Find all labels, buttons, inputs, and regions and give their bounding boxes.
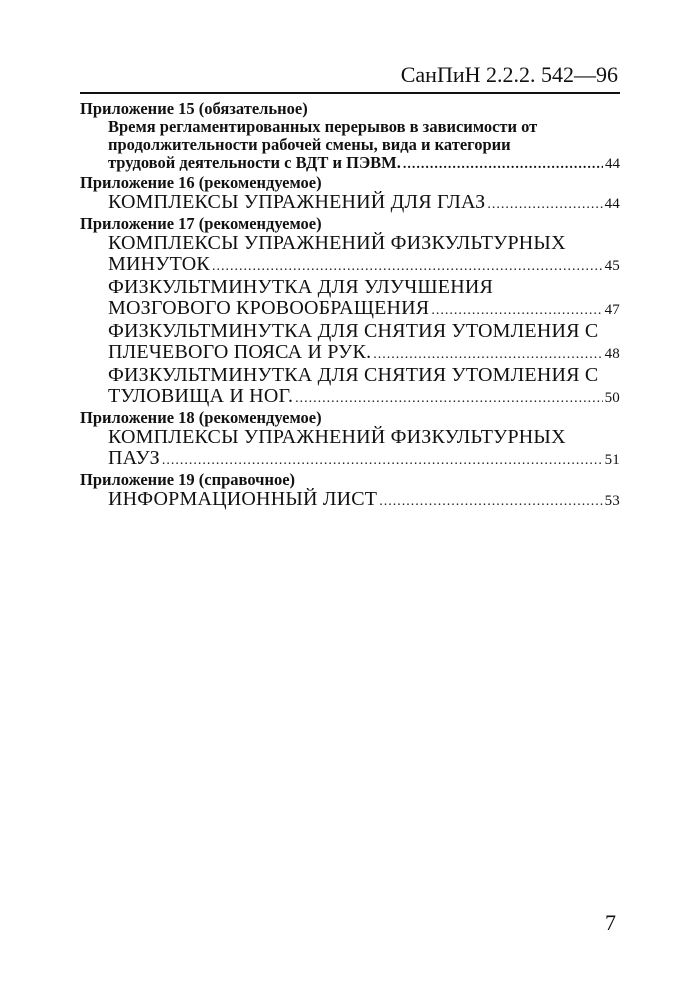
page-header [80, 60, 620, 94]
toc-entry-physical-pauses [108, 427, 620, 471]
toc-entry-information-sheet [108, 489, 620, 512]
toc-entry-physical-minutes [108, 233, 620, 277]
toc-entry-shoulders-arms [108, 321, 620, 365]
toc-entry-page: 47 [604, 302, 620, 318]
dot-leader [379, 491, 602, 512]
toc-entry-text: ИНФОРМАЦИОННЫЙ ЛИСТ [108, 488, 378, 510]
table-of-contents [80, 100, 620, 512]
appendix-18-title: Приложение 18 (рекомендуемое) [80, 408, 322, 427]
dot-leader [487, 194, 602, 215]
toc-entry-text: КОМПЛЕКСЫ УПРАЖНЕНИЙ ФИЗКУЛЬТУРНЫХ [108, 232, 566, 254]
appendix-15-desc-line: Время регламентированных перерывов в зависимости от [108, 117, 538, 136]
toc-entry-page: 51 [604, 452, 620, 468]
toc-entry-text: ФИЗКУЛЬТМИНУТКА ДЛЯ СНЯТИЯ УТОМЛЕНИЯ С [108, 320, 599, 342]
toc-entry-page: 45 [604, 258, 620, 274]
toc-entry-leader-line [108, 386, 620, 409]
page-number: 7 [605, 910, 616, 935]
appendix-15-description [108, 118, 620, 174]
toc-entry-page: 53 [604, 493, 620, 509]
toc-entry-leader-line [108, 342, 620, 365]
dot-leader [295, 388, 602, 409]
toc-entry-text: КОМПЛЕКСЫ УПРАЖНЕНИЙ ДЛЯ ГЛАЗ [108, 191, 486, 213]
toc-entry-page: 44 [604, 196, 620, 212]
dot-leader [212, 256, 603, 277]
appendix-15-page: 44 [605, 156, 620, 172]
appendix-15-desc-line: продолжительности рабочей смены, вида и категории [108, 135, 511, 154]
toc-entry-text: ФИЗКУЛЬТМИНУТКА ДЛЯ УЛУЧШЕНИЯ [108, 276, 494, 298]
toc-entry-text: КОМПЛЕКСЫ УПРАЖНЕНИЙ ФИЗКУЛЬТУРНЫХ [108, 426, 566, 448]
appendix-15-title: Приложение 15 (обязательное) [80, 99, 308, 118]
appendix-19-title: Приложение 19 (справочное) [80, 470, 296, 489]
toc-entry-leader-line [108, 489, 620, 512]
toc-entry-text: ПЛЕЧЕВОГО ПОЯСА И РУК. [108, 341, 372, 363]
toc-entry-leader-line [108, 448, 620, 471]
toc-entry-leader-line [108, 192, 620, 215]
toc-entry-eye-exercises [108, 192, 620, 215]
toc-entry-leader-line [108, 254, 620, 277]
dot-leader [431, 300, 602, 321]
toc-entry-brain-circulation [108, 277, 620, 321]
toc-entry-text: ПАУЗ [108, 447, 160, 469]
toc-entry-text: ФИЗКУЛЬТМИНУТКА ДЛЯ СНЯТИЯ УТОМЛЕНИЯ С [108, 364, 599, 386]
toc-entry-leader-line [108, 298, 620, 321]
dot-leader [403, 156, 603, 174]
dot-leader [162, 450, 603, 471]
dot-leader [373, 344, 602, 365]
toc-entry-text: ТУЛОВИЩА И НОГ. [108, 385, 294, 407]
appendix-17-title: Приложение 17 (рекомендуемое) [80, 214, 322, 233]
document-code: СанПиН 2.2.2. 542—96 [400, 62, 618, 87]
toc-entry-page: 48 [604, 346, 620, 362]
appendix-15-desc-line: трудовой деятельности с ВДТ и ПЭВМ. [108, 153, 401, 172]
toc-entry-page: 50 [604, 390, 620, 406]
toc-entry-text: МИНУТОК [108, 253, 210, 275]
appendix-16-title: Приложение 16 (рекомендуемое) [80, 173, 322, 192]
toc-entry-torso-legs [108, 365, 620, 409]
appendix-15-leader-line [108, 154, 620, 174]
toc-entry-text: МОЗГОВОГО КРОВООБРАЩЕНИЯ [108, 297, 430, 319]
